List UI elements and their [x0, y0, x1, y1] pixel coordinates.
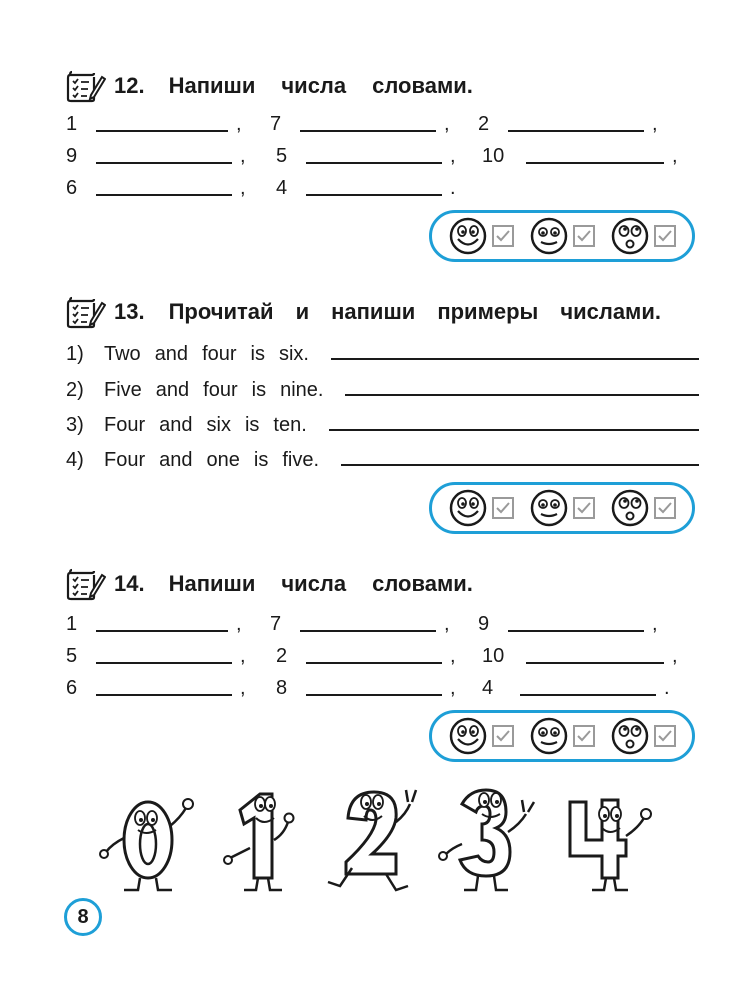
checkmark-icon [576, 728, 592, 744]
answer-blank[interactable] [508, 610, 644, 632]
sentence-row [66, 336, 699, 366]
number-blank-item: 1 , [66, 106, 246, 136]
number-digit: 9 [66, 145, 78, 167]
surprised-face-icon [610, 716, 650, 756]
exercise-number: 12. [114, 73, 145, 98]
smiling-face-icon [448, 216, 488, 256]
checkmark-icon [576, 228, 592, 244]
item-label: 3) [66, 414, 84, 436]
exercise-instruction: Напиши числа словами. [168, 571, 473, 596]
checkbox[interactable] [573, 497, 595, 519]
checkbox[interactable] [573, 725, 595, 747]
checkmark-icon [576, 500, 592, 516]
checkbox[interactable] [654, 497, 676, 519]
answer-blank[interactable] [306, 674, 442, 696]
checkbox[interactable] [654, 725, 676, 747]
self-check-option [529, 216, 595, 256]
write-task-icon [66, 69, 106, 103]
checkbox[interactable] [573, 225, 595, 247]
answer-blank[interactable] [300, 610, 436, 632]
digit-two-mascot-icon [328, 790, 416, 890]
checkmark-icon [495, 228, 511, 244]
checkmark-icon [495, 728, 511, 744]
digit-one-mascot-icon [224, 794, 294, 890]
checkmark-icon [657, 228, 673, 244]
sentence-text: Two and four is six. [104, 343, 309, 365]
number-blank-item: 6 , [66, 170, 250, 200]
number-blank-item: 7 , [270, 606, 454, 636]
answer-line[interactable] [345, 394, 699, 396]
self-check-option [610, 216, 676, 256]
number-blank-item: 6 , [66, 670, 250, 700]
answer-blank[interactable] [526, 142, 664, 164]
content-face-icon [529, 716, 569, 756]
number-digit: 7 [270, 113, 282, 135]
item-label: 1) [66, 343, 84, 365]
content-face-icon [529, 488, 569, 528]
number-blank-item: 9 , [66, 138, 250, 168]
checkmark-icon [495, 500, 511, 516]
number-digit: 2 [478, 113, 490, 135]
number-digit: 5 [66, 645, 78, 667]
smiling-face-icon [448, 716, 488, 756]
checkmark-icon [657, 500, 673, 516]
number-blank-item: 5 , [66, 638, 250, 668]
number-blank-item: 5 , [276, 138, 460, 168]
checkbox[interactable] [492, 497, 514, 519]
answer-blank[interactable] [508, 110, 644, 132]
self-check-option [610, 716, 676, 756]
item-label: 2) [66, 379, 84, 401]
self-check-option [610, 488, 676, 528]
sentence-text: Four and one is five. [104, 449, 320, 471]
answer-blank[interactable] [526, 642, 664, 664]
digit-mascots-illustration [90, 778, 670, 898]
self-check-option [448, 216, 514, 256]
answer-line[interactable] [329, 429, 699, 431]
answer-blank[interactable] [96, 174, 232, 196]
write-task-icon [66, 567, 106, 601]
number-digit: 7 [270, 613, 282, 635]
smiling-face-icon [448, 488, 488, 528]
number-digit: 4 [482, 677, 494, 699]
number-blank-item: 10 , [482, 638, 682, 668]
number-digit: 10 [482, 145, 505, 167]
number-blank-item: 1 , [66, 606, 246, 636]
surprised-face-icon [610, 216, 650, 256]
surprised-face-icon [610, 488, 650, 528]
item-label: 4) [66, 449, 84, 471]
self-check-option [448, 488, 514, 528]
number-blank-item: 10 , [482, 138, 682, 168]
checkbox[interactable] [492, 225, 514, 247]
number-digit: 8 [276, 677, 288, 699]
number-digit: 10 [482, 645, 505, 667]
self-assessment-panel [429, 710, 695, 762]
answer-blank[interactable] [96, 642, 232, 664]
answer-line[interactable] [341, 464, 699, 466]
digit-zero-mascot-icon [100, 799, 193, 890]
answer-blank[interactable] [306, 642, 442, 664]
self-check-option [529, 716, 595, 756]
exercise-13-title [66, 294, 683, 330]
number-blank-item: 4 . [482, 670, 674, 700]
exercise-instruction: Напиши числа словами. [168, 73, 473, 98]
answer-blank[interactable] [306, 174, 442, 196]
exercise-number: 14. [114, 571, 145, 596]
exercise-instruction: Прочитай и напиши примеры числами. [168, 299, 661, 324]
number-digit: 1 [66, 113, 78, 135]
checkmark-icon [657, 728, 673, 744]
exercise-14-title [66, 566, 499, 602]
digit-three-mascot-icon [439, 790, 534, 890]
self-check-option [529, 488, 595, 528]
answer-blank[interactable] [306, 142, 442, 164]
answer-blank[interactable] [96, 674, 232, 696]
number-digit: 6 [66, 177, 78, 199]
number-blank-item: 7 , [270, 106, 454, 136]
number-digit: 9 [478, 613, 490, 635]
sentence-row [66, 442, 699, 472]
answer-blank[interactable] [520, 674, 656, 696]
sentence-row [66, 407, 699, 437]
number-digit: 6 [66, 677, 78, 699]
answer-blank[interactable] [96, 142, 232, 164]
content-face-icon [529, 216, 569, 256]
number-digit: 1 [66, 613, 78, 635]
number-digit: 5 [276, 145, 288, 167]
number-blank-item: 2 , [276, 638, 460, 668]
number-blank-item: 9 , [478, 606, 662, 636]
number-blank-item: 8 , [276, 670, 460, 700]
self-assessment-panel [429, 210, 695, 262]
number-blank-item: 4 . [276, 170, 460, 200]
answer-blank[interactable] [96, 610, 228, 632]
checkbox[interactable] [654, 225, 676, 247]
answer-line[interactable] [331, 358, 699, 360]
self-check-option [448, 716, 514, 756]
answer-blank[interactable] [96, 110, 228, 132]
digit-four-mascot-icon [570, 800, 651, 890]
write-task-icon [66, 295, 106, 329]
number-digit: 4 [276, 177, 288, 199]
sentence-text: Five and four is nine. [104, 379, 324, 401]
number-digit: 2 [276, 645, 288, 667]
number-blank-item: 2 , [478, 106, 662, 136]
self-assessment-panel [429, 482, 695, 534]
sentence-row [66, 372, 699, 402]
exercise-number: 13. [114, 299, 145, 324]
sentence-text: Four and six is ten. [104, 414, 307, 436]
checkbox[interactable] [492, 725, 514, 747]
answer-blank[interactable] [300, 110, 436, 132]
exercise-12-title [66, 68, 499, 104]
page-number: 8 [64, 898, 102, 936]
